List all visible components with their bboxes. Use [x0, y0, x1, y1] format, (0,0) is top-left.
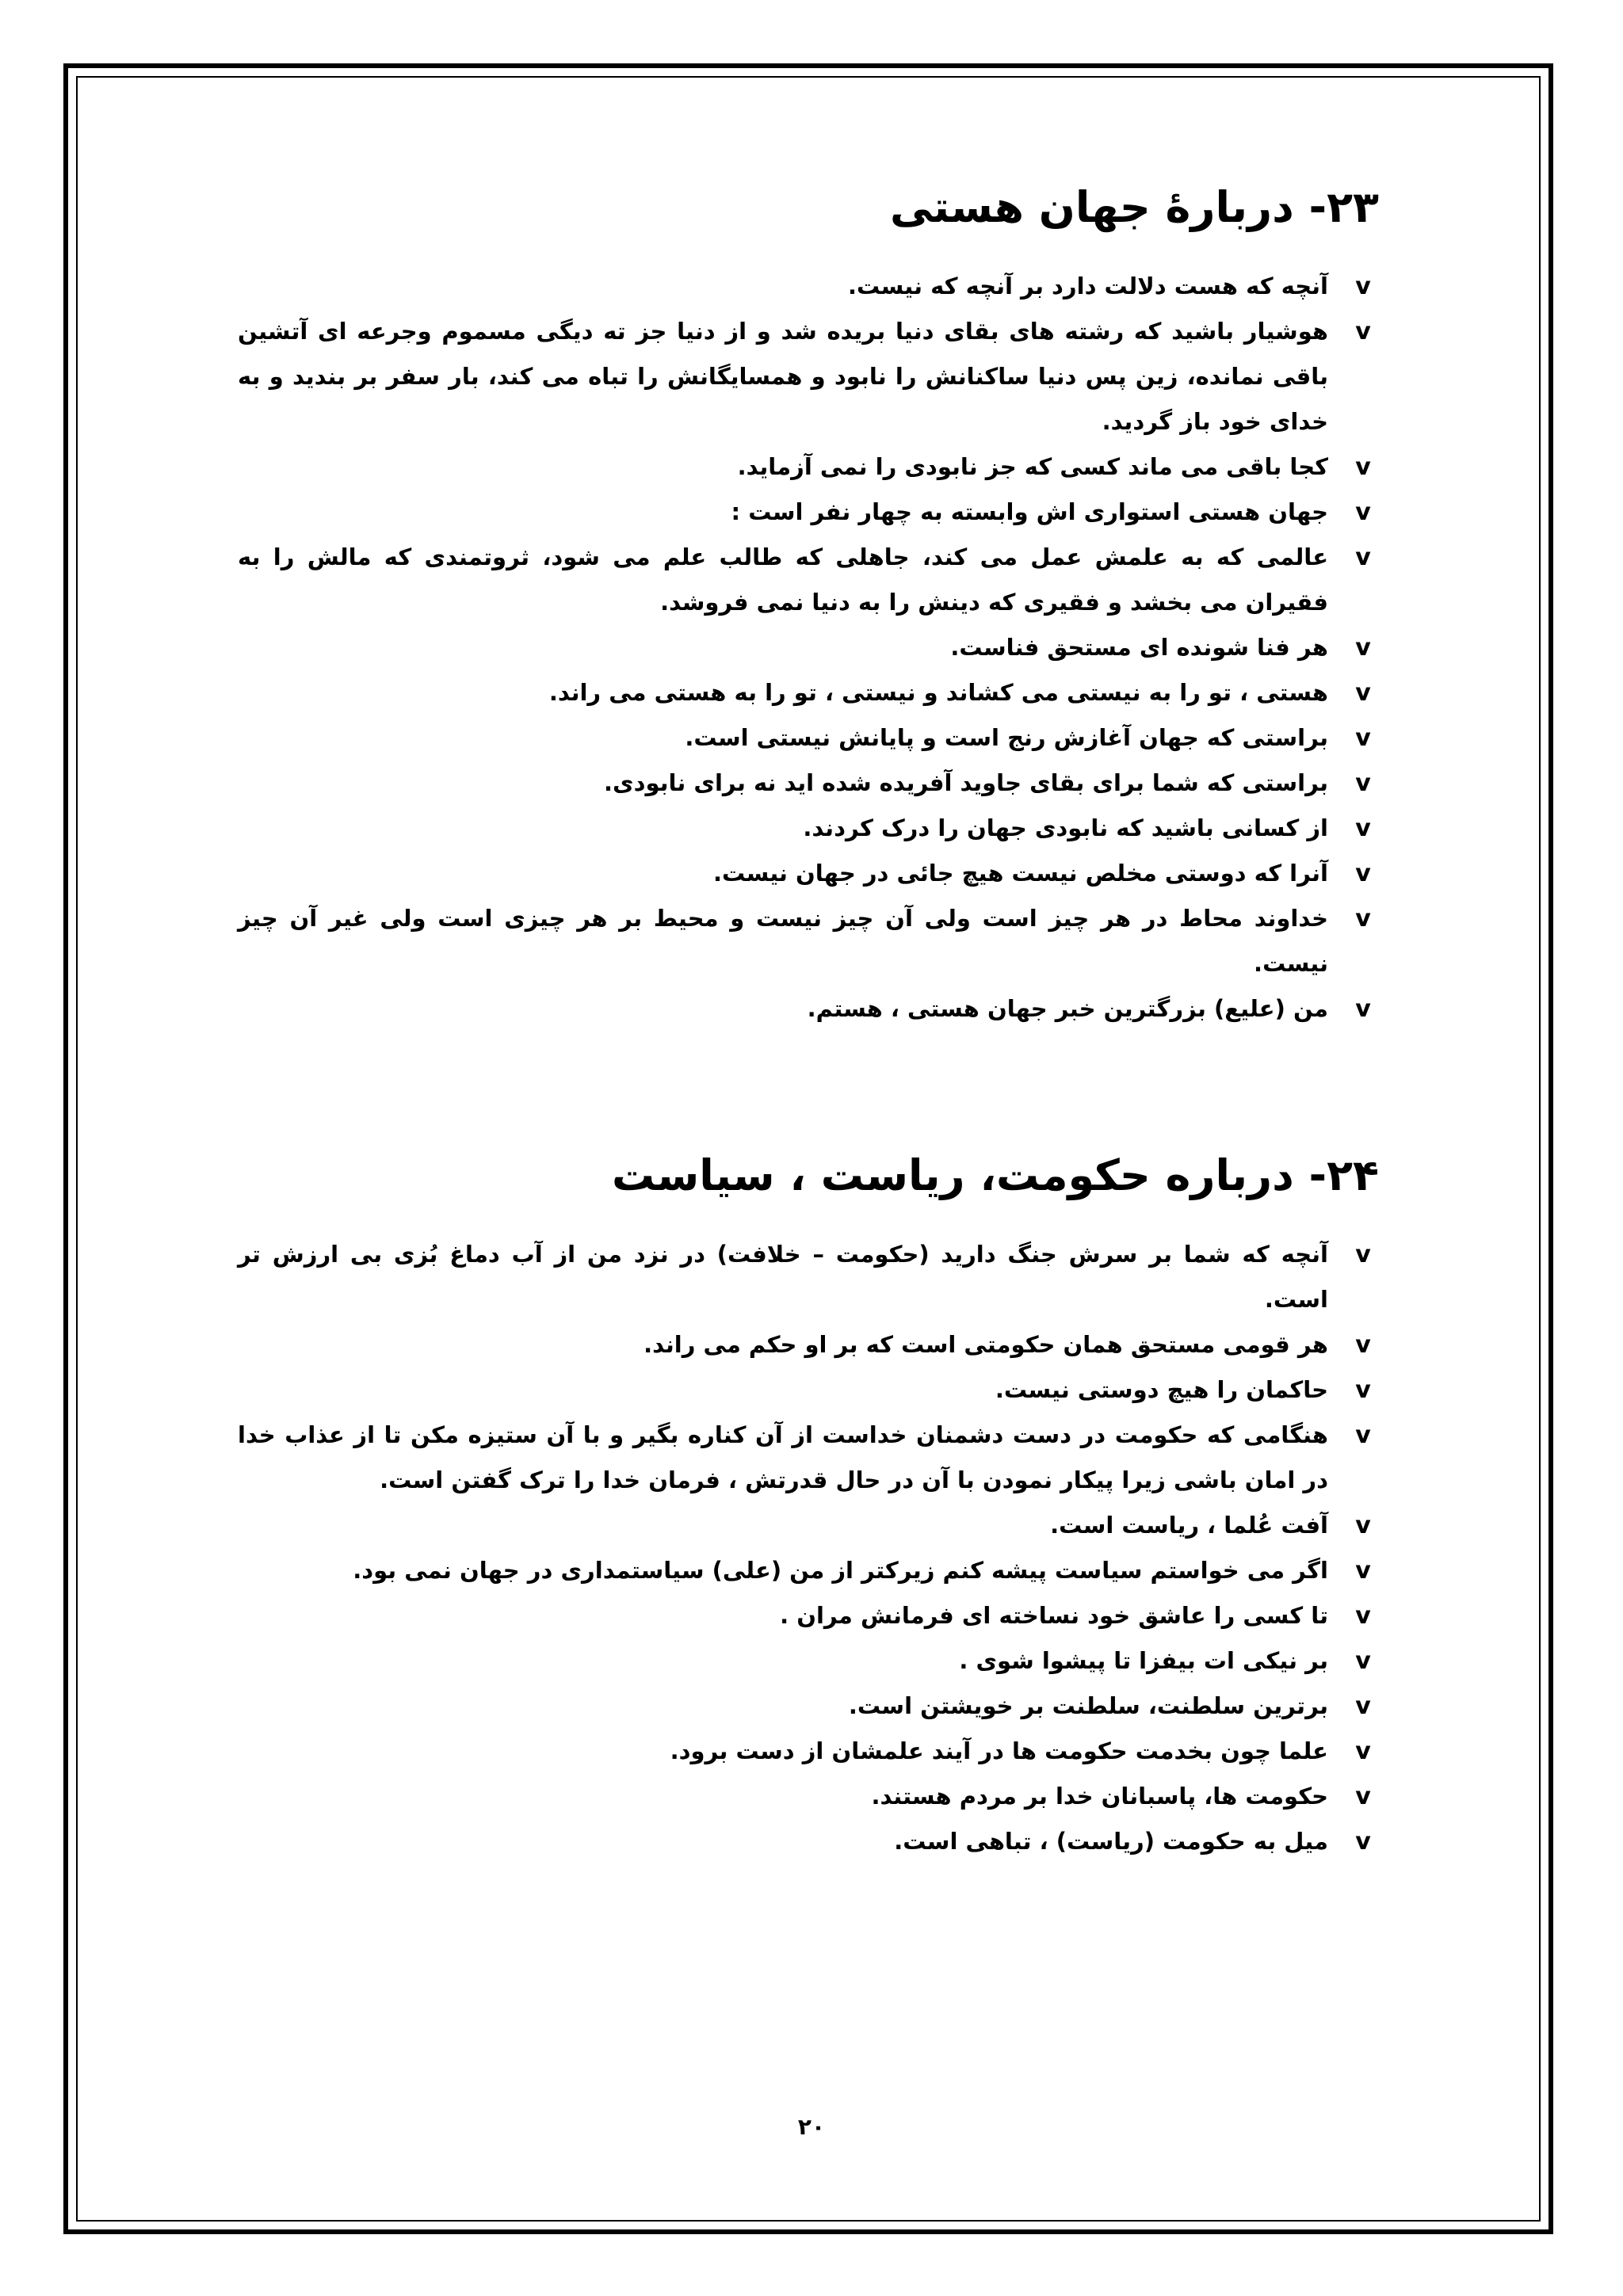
list-item — [238, 1774, 1379, 1819]
item-text: آنرا که دوستی مخلص نیست هیچ جائی در جهان نیست. — [712, 859, 1328, 887]
list-item — [238, 625, 1379, 670]
item-text: هنگامی که حکومت در دست دشمنان خداست از آن کناره بگیر و با آن ستیزه مکن تا از عذاب خدا در امان باشی زیرا پیکار نمودن با آن در حال قدرتش ، فرمان خدا را ترک گفتن است. — [238, 1421, 1328, 1493]
list-item — [238, 1367, 1379, 1413]
checkmark-bullet-icon: v — [1355, 1646, 1371, 1675]
item-text: هر فنا شونده ای مستحق فناست. — [950, 633, 1328, 661]
list-item — [238, 1593, 1379, 1638]
list-item — [238, 1413, 1379, 1503]
checkmark-bullet-icon: v — [1355, 1556, 1371, 1585]
list-item — [238, 1819, 1379, 1864]
item-text: هر قومی مستحق همان حکومتی است که بر او حکم می راند. — [643, 1330, 1328, 1358]
checkmark-bullet-icon: v — [1355, 1511, 1371, 1539]
checkmark-bullet-icon: v — [1355, 272, 1371, 300]
item-text: اگر می خواستم سیاست پیشه کنم زیرکتر از من (علی) سیاستمداری در جهان نمی بود. — [353, 1556, 1328, 1584]
list-item — [238, 1232, 1379, 1322]
list-item — [238, 1503, 1379, 1548]
checkmark-bullet-icon: v — [1355, 498, 1371, 526]
checkmark-bullet-icon: v — [1355, 1691, 1371, 1720]
checkmark-bullet-icon: v — [1355, 1601, 1371, 1630]
item-text: جهان هستی استواری اش وابسته به چهار نفر است : — [731, 498, 1328, 525]
page-number: ۲۰ — [797, 2114, 826, 2140]
page-content — [238, 182, 1379, 1864]
checkmark-bullet-icon: v — [1355, 1737, 1371, 1765]
checkmark-bullet-icon: v — [1355, 317, 1371, 345]
checkmark-bullet-icon: v — [1355, 1375, 1371, 1404]
list-item — [238, 986, 1379, 1032]
item-text: براستی که جهان آغازش رنج است و پایانش نیستی است. — [685, 723, 1328, 751]
item-text: براستی که شما برای بقای جاوید آفریده شده اید نه برای نابودی. — [603, 769, 1328, 796]
item-text: حکومت ها، پاسبانان خدا بر مردم هستند. — [871, 1782, 1328, 1810]
item-text: هستی ، تو را به نیستی می کشاند و نیستی ، تو را به هستی می راند. — [548, 678, 1328, 706]
section-23 — [238, 182, 1379, 1032]
checkmark-bullet-icon: v — [1355, 543, 1371, 571]
list-item — [238, 1729, 1379, 1774]
item-text: برترین سلطنت، سلطنت بر خویشتن است. — [848, 1691, 1328, 1719]
list-item — [238, 309, 1379, 444]
checkmark-bullet-icon: v — [1355, 1782, 1371, 1810]
checkmark-bullet-icon: v — [1355, 1240, 1371, 1268]
list-item — [238, 444, 1379, 490]
checkmark-bullet-icon: v — [1355, 1827, 1371, 1855]
item-text: عالمی که به علمش عمل می کند، جاهلی که طالب علم می شود، ثروتمندی که مالش را به فقیران می بخشد و فقیری که دینش را به دنیا نمی فروشد. — [238, 543, 1328, 616]
item-text: حاکمان را هیچ دوستی نیست. — [995, 1375, 1328, 1403]
checkmark-bullet-icon: v — [1355, 1330, 1371, 1359]
list-item — [238, 1684, 1379, 1729]
item-text: کجا باقی می ماند کسی که جز نابودی را نمی آزماید. — [737, 452, 1328, 480]
item-text: خداوند محاط در هر چیز است ولی آن چیز نیست و محیط بر هر چیزی است ولی غیر آن چیز نیست. — [238, 904, 1328, 977]
checkmark-bullet-icon: v — [1355, 633, 1371, 662]
list-item — [238, 1548, 1379, 1593]
list-item — [238, 806, 1379, 851]
list-item — [238, 715, 1379, 761]
checkmark-bullet-icon: v — [1355, 452, 1371, 481]
item-text: آنچه که شما بر سرش جنگ دارید (حکومت – خلافت) در نزد من از آب دماغ بُزی بی ارزش تر است. — [238, 1240, 1328, 1313]
section-title: ۲۳- دربارۀ جهان هستی — [889, 182, 1379, 232]
item-text: هوشیار باشید که رشته های بقای دنیا بریده شد و از دنیا جز ته دیگی مسموم وجرعه ای آتشین باقی نمانده، زین پس دنیا ساکنانش را نابود و همسایگانش را تباه می کند، بار سفر بر بندید و به خدای خود باز گردید. — [238, 317, 1328, 435]
item-list — [238, 264, 1379, 1032]
section-title: ۲۴- درباره حکومت، ریاست ، سیاست — [611, 1150, 1379, 1200]
checkmark-bullet-icon: v — [1355, 723, 1371, 752]
list-item — [238, 851, 1379, 896]
checkmark-bullet-icon: v — [1355, 859, 1371, 887]
list-item — [238, 1638, 1379, 1684]
item-text: بر نیکی ات بیفزا تا پیشوا شوی . — [959, 1646, 1328, 1674]
item-text: آنچه که هست دلالت دارد بر آنچه که نیست. — [848, 272, 1328, 299]
checkmark-bullet-icon: v — [1355, 1421, 1371, 1449]
item-text: آفت عُلما ، ریاست است. — [1050, 1511, 1328, 1539]
list-item — [238, 761, 1379, 806]
list-item — [238, 535, 1379, 625]
checkmark-bullet-icon: v — [1355, 678, 1371, 707]
list-item — [238, 1322, 1379, 1367]
item-text: میل به حکومت (ریاست) ، تباهی است. — [894, 1827, 1328, 1855]
checkmark-bullet-icon: v — [1355, 904, 1371, 933]
item-list — [238, 1232, 1379, 1864]
list-item — [238, 896, 1379, 986]
section-24 — [238, 1150, 1379, 1864]
checkmark-bullet-icon: v — [1355, 994, 1371, 1023]
checkmark-bullet-icon: v — [1355, 814, 1371, 842]
list-item — [238, 264, 1379, 309]
item-text: از کسانی باشید که نابودی جهان را درک کردند. — [803, 814, 1328, 841]
list-item — [238, 670, 1379, 715]
checkmark-bullet-icon: v — [1355, 769, 1371, 797]
item-text: علما چون بخدمت حکومت ها در آیند علمشان از دست برود. — [670, 1737, 1328, 1764]
item-text: من (علیع) بزرگترین خبر جهان هستی ، هستم. — [807, 994, 1328, 1022]
list-item — [238, 490, 1379, 535]
item-text: تا کسی را عاشق خود نساخته ای فرمانش مران . — [780, 1601, 1328, 1629]
